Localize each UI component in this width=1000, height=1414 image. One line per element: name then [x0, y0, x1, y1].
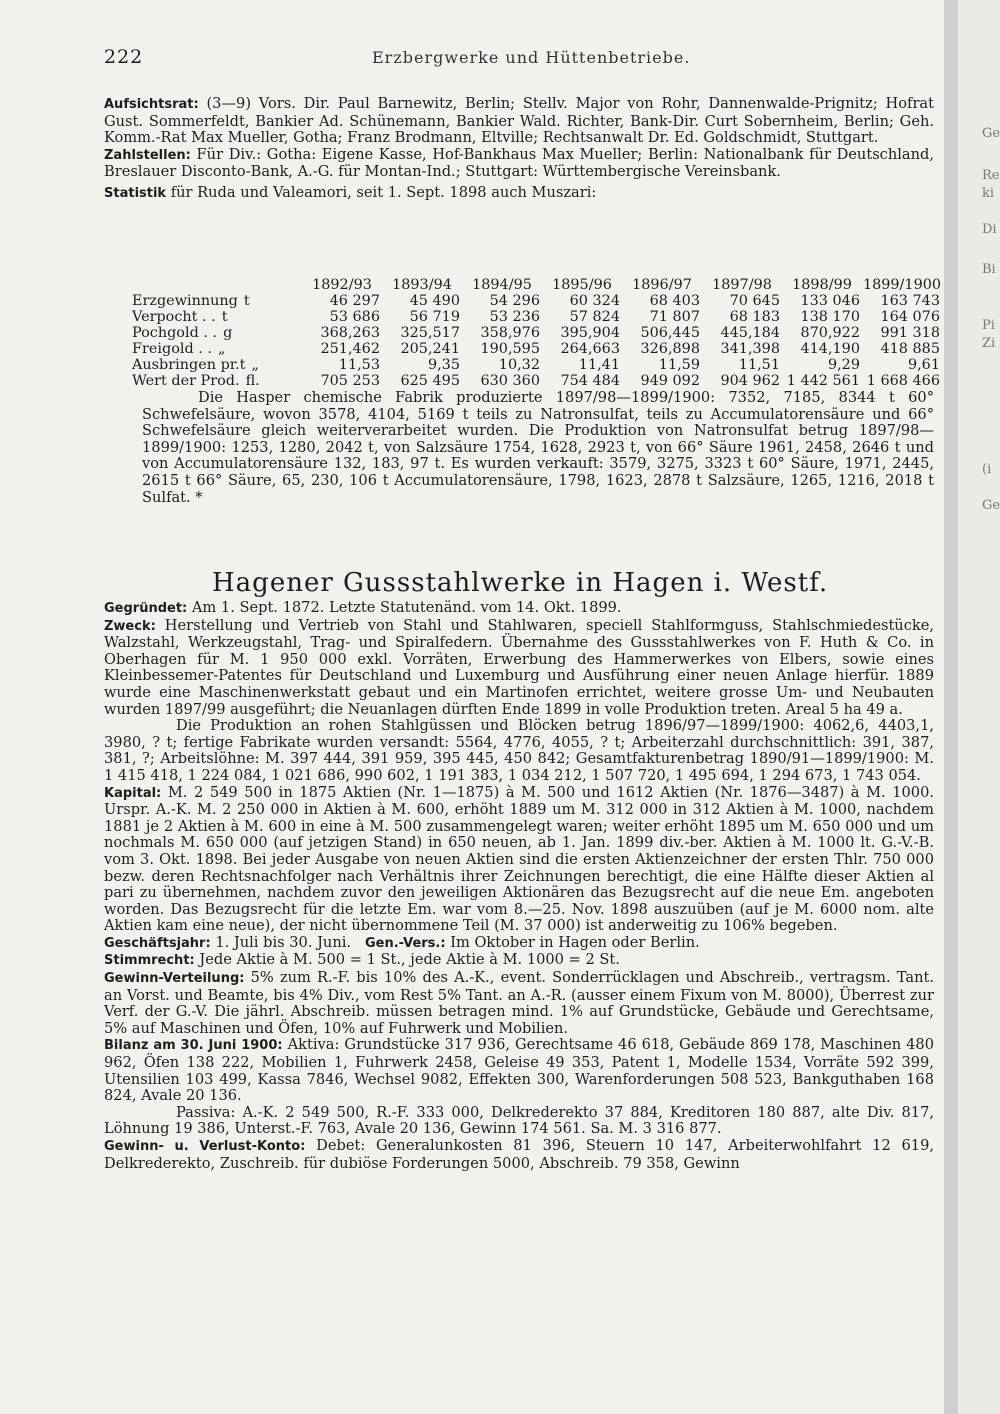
- row-label-text: Ausbringen pr.t: [132, 357, 246, 373]
- year-header: 1899/1900: [862, 277, 942, 293]
- statistics-cell: 418 885: [880, 341, 940, 357]
- statistics-cell: 46 297: [329, 293, 380, 309]
- year-header: 1897/98: [712, 277, 772, 293]
- statistics-body: [132, 293, 942, 389]
- statistics-cell: 71 807: [649, 309, 700, 325]
- zweck-text: Herstellung und Vertrieb von Stahl und Stahlwaren, speciell Stahlformguss, Stahlschmiedestücke, Walzstahl, Werkzeugstahl, Trag- und Spiralfedern. Übernahme des Gussstahlwerkes von F. Huth & Co. in Oberhagen für M. 1 950 000 exkl. Vorräten, Erwerbung des Hammerwerkes von Elbers, sowie eines Kleinbessemer-Patentes für Deutschland und Luxemburg und Ausführung einer neuen Anlage hierfür. 1889 wurde eine Maschinenwerkstatt gebaut und ein Martinofen errichtet, weitere grosse Um- und Neubauten wurden 1897/99 ausgeführt; die Neuanlagen dürften Ende 1899 in volle Produktion treten. Areal 5 ha 49 a.: [104, 616, 935, 718]
- statistics-row-label: [132, 373, 302, 389]
- zahlstellen-label: Zahlstellen:: [104, 147, 191, 163]
- margin-note: Re: [982, 168, 1000, 183]
- statistics-cell: 395,904: [560, 325, 620, 341]
- geschaeftsjahr-label: Geschäftsjahr:: [104, 935, 211, 951]
- statistics-cell: 133 046: [800, 293, 860, 309]
- statistics-row-label: [132, 293, 302, 309]
- statistics-cell: 251,462: [320, 341, 380, 357]
- statistics-cell: 754 484: [560, 373, 620, 389]
- statistics-cell: 68 403: [649, 293, 700, 309]
- row-label-text: Wert der Prod.: [132, 373, 240, 389]
- row-unit: „: [217, 341, 226, 357]
- statistics-row-label: [132, 357, 302, 373]
- statistics-cell: 870,922: [800, 325, 860, 341]
- page-number: 222: [104, 46, 144, 68]
- aufsichtsrat-label: Aufsichtsrat:: [104, 97, 199, 112]
- guv-label: Gewinn- u. Verlust-Konto:: [104, 1139, 306, 1154]
- guv-text: Debet: Generalunkosten 81 396, Steuern 10 147, Arbeiterwohlfahrt 12 619, Delkrederekto, Zuschreib. für dubiöse Forderungen 5000, Abschreib. 79 358, Gewinn: [104, 1137, 935, 1172]
- statistics-cell: 53 686: [329, 309, 380, 325]
- hasper-text: Die Hasper chemische Fabrik produzierte 1897/98—1899/1900: 7352, 7185, 8344 t 60° Schwefelsäure, wovon 3578, 4104, 5169 t teils zu Natronsulfat, teils zu Accumulatorensäure und 66° Schwefelsäure gleich weiterverarbeitet wurden. Die Produktion von Natronsulfat betrug 1897/98—1899/1900: 1253, 1280, 2042 t, von Salzsäure 1754, 1628, 2923 t, von 66° Säure 1961, 2458, 2646 t und von Accumulatorensäure 132, 183, 97 t. Es wurden verkauft: 3579, 3275, 3323 t 60° Säure, 1971, 2445, 2615 t 66° Säure, 65, 230, 106 t Accumulatorensäure, 1798, 1623, 2878 t Salzsäure, 1265, 1216, 2018 t Sulfat. *: [142, 389, 934, 506]
- statistics-cell: 56 719: [409, 309, 460, 325]
- statistics-cell: 163 743: [880, 293, 940, 309]
- statistics-row-label: [132, 341, 302, 357]
- statistics-cell: 190,595: [480, 341, 540, 357]
- statistics-cell: 11,41: [578, 357, 620, 373]
- row-label-text: Freigold . .: [132, 341, 212, 357]
- margin-note: Zi: [982, 336, 996, 351]
- statistics-cell: 1 442 561: [786, 373, 860, 389]
- margin-note: (i: [982, 462, 992, 477]
- statistics-cell: 991 318: [880, 325, 940, 341]
- statistics-cell: 205,241: [400, 341, 460, 357]
- statistics-cell: 164 076: [880, 309, 940, 325]
- statistics-cell: 54 296: [489, 293, 540, 309]
- bilanz-passiva-text: Passiva: A.-K. 2 549 500, R.-F. 333 000, Delkrederekto 37 884, Kreditoren 180 887, alte Div. 817, Löhnung 19 386, Unterst.-F. 763, Avale 20 136, Gewinn 174 561. Sa. M. 3 316 877.: [104, 1103, 934, 1138]
- running-title: Erzbergwerke und Hüttenbetriebe.: [372, 48, 691, 67]
- statistik-label: Statistik: [104, 185, 167, 201]
- year-header: 1893/94: [392, 277, 452, 293]
- gewinn-verteilung-label: Gewinn-Verteilung:: [104, 971, 245, 987]
- year-header: 1892/93: [312, 277, 372, 293]
- zahlstellen-text: Für Div.: Gotha: Eigene Kasse, Hof-Bankhaus Max Mueller; Berlin: Nationalbank für Deutschland, Breslauer Disconto-Bank, A.-G. für Montan-Ind.; Stuttgart: Württembergische Vereinsbank.: [104, 145, 934, 181]
- year-header: 1896/97: [632, 277, 692, 293]
- stimmrecht-text: Jede Aktie à M. 500 = 1 St., jede Aktie à M. 1000 = 2 St.: [199, 951, 620, 969]
- statistics-row: [132, 325, 942, 341]
- row-label-text: Pochgold . .: [132, 325, 218, 341]
- statistics-cell: 625 495: [400, 373, 460, 389]
- statistics-row: [132, 293, 942, 309]
- row-label-text: Erzgewinnung: [132, 293, 238, 309]
- produktion-text: Die Produktion an rohen Stahlgüssen und Blöcken betrug 1896/97—1899/1900: 4062,6, 4403,1, 3980, ? t; fertige Fabrikate wurden versandt: 5564, 4776, 4055, ? t; Arbeiterzahl durchschnittlich: 391, 387, 381, ?; Arbeitslöhne: M. 397 444, 391 959, 395 445, 450 842; Gesamtfakturenbetrag 1890/91—1899/1900: M. 1 415 418, 1 224 084, 1 021 686, 990 602, 1 191 383, 1 034 212, 1 507 720, 1 495 694, 1 294 673, 1 743 054.: [104, 717, 934, 784]
- statistics-cell: 9,61: [907, 357, 940, 373]
- statistics-cell: 11,59: [658, 357, 700, 373]
- statistics-cell: 904 962: [720, 373, 780, 389]
- statistics-header-row: [132, 277, 942, 293]
- margin-note: Ge: [982, 498, 1000, 513]
- statistics-row: [132, 357, 942, 373]
- statistics-cell: 9,29: [827, 357, 860, 373]
- statistics-cell: 341,398: [720, 341, 780, 357]
- stimmrecht-label: Stimmrecht:: [104, 953, 195, 969]
- bilanz-aktiva-text: Aktiva: Grundstücke 317 936, Gerechtsame 46 618, Gebäude 869 178, Maschinen 480 962, Öfen 138 222, Mobilien 1, Fuhrwerk 2458, Geleise 49 353, Patent 1, Modelle 1534, Vorräte 592 399, Utensilien 103 499, Kassa 7846, Wechsel 9082, Effekten 300, Warenforderungen 508 523, Bankguthaben 168 824, Avale 20 136.: [104, 1036, 934, 1105]
- kapital-label: Kapital:: [104, 785, 162, 801]
- hasper-paragraph: [142, 390, 934, 506]
- zweck-label: Zweck:: [104, 618, 156, 634]
- year-header: 1895/96: [552, 277, 612, 293]
- statistics-row-label: [132, 325, 302, 341]
- statistics-cell: 414,190: [800, 341, 860, 357]
- row-unit: t: [221, 309, 228, 325]
- geschaeftsjahr-text: 1. Juli bis 30. Juni.: [215, 933, 352, 951]
- statistics-cell: 11,51: [738, 357, 780, 373]
- statistik-text: für Ruda und Valeamori, seit 1. Sept. 1898 auch Muszari:: [170, 183, 597, 201]
- year-header: 1894/95: [472, 277, 532, 293]
- statistics-cell: 705 253: [320, 373, 380, 389]
- genvers-text: Im Oktober in Hagen oder Berlin.: [450, 933, 700, 951]
- statistics-cell: 10,32: [498, 357, 540, 373]
- page-header: [104, 46, 934, 70]
- row-unit: g: [223, 325, 233, 341]
- statistics-cell: 60 324: [569, 293, 620, 309]
- statistics-cell: 53 236: [489, 309, 540, 325]
- statistics-cell: 326,898: [640, 341, 700, 357]
- company-title: Hagener Gussstahlwerke in Hagen i. Westf.: [212, 568, 829, 598]
- kapital-text: M. 2 549 500 in 1875 Aktien (Nr. 1—1875) à M. 500 und 1612 Aktien (Nr. 1876—3487) à M. 1000. Urspr. A.-K. M. 2 250 000 in Aktien à M. 600, erhöht 1889 um M. 312 000 in 312 Aktien à M. 1000, nachdem 1881 je 2 Aktien à M. 600 in eine à M. 500 zusammengelegt waren; weiter erhöht 1895 um M. 650 000 und um nochmals M. 650 000 (auf jetzigen Stand) in 650 neuen, ab 1. Jan. 1899 div.-ber. Aktien à M. 1000 lt. G.-V.-B. vom 3. Okt. 1898. Bei jeder Ausgabe von neuen Aktien sind die ersten Aktienzeichner der ersten Thlr. 750 000 bezw. deren Rechtsnachfolger nach Verhältnis ihrer Zeichnungen berechtigt, die eine Hälfte dieser Aktien al pari zu übernehmen, nachdem zuvor den jeweiligen Aktionären das Bezugsrecht auf die neue Em. angeboten worden. Das Bezugsrecht für die letzte Em. war vom 8.—25. Nov. 1898 auszuüben (auf je M. 6000 nom. alte Aktien kam eine neue), der nicht übernommene Teil (M. 37 000) ist anderweitig zu 106% begeben.: [104, 783, 935, 935]
- margin-note: Bi: [982, 262, 996, 277]
- statistics-cell: 630 360: [480, 373, 540, 389]
- statistics-row: [132, 309, 942, 325]
- statistics-cell: 57 824: [569, 309, 620, 325]
- statistics-cell: 9,35: [427, 357, 460, 373]
- row-unit: „: [251, 357, 259, 373]
- statistics-cell: 45 490: [409, 293, 460, 309]
- margin-note: ki: [982, 186, 995, 201]
- statistics-cell: 445,184: [720, 325, 780, 341]
- statistics-cell: 506,445: [640, 325, 700, 341]
- statistics-cell: 70 645: [729, 293, 780, 309]
- statistics-row-label: [132, 309, 302, 325]
- bilanz-label: Bilanz am 30. Juni 1900:: [104, 1038, 283, 1054]
- row-unit: t: [243, 293, 250, 309]
- row-label-text: Verpocht . .: [132, 309, 216, 325]
- statistics-cell: 11,53: [338, 357, 380, 373]
- aufsichtsrat-text: (3—9) Vors. Dir. Paul Barnewitz, Berlin; Stellv. Major von Rohr, Dannenwalde-Prignitz; Hofrat Gust. Sommerfeldt, Bankier Ad. Schünemann, Bankier Wald. Richter, Bank-Dir. Curt Sobernheim, Berlin; Geh. Komm.-Rat Max Mueller, Gotha; Franz Brodmann, Eltville; Rechtsanwalt Dr. Ed. Goldschmidt, Stuttgart.: [104, 95, 935, 147]
- statistics-cell: 1 668 466: [866, 373, 940, 389]
- genvers-label: Gen.-Vers.:: [364, 935, 446, 951]
- company-details: [104, 600, 934, 1172]
- statistics-corner: [132, 277, 302, 293]
- margin-note: Ge: [982, 126, 1000, 141]
- statistics-table: [132, 277, 942, 389]
- statistics-row: [132, 341, 942, 357]
- statistics-cell: 368,263: [320, 325, 380, 341]
- margin-note: Di: [982, 222, 997, 237]
- aufsichtsrat-section: [104, 96, 934, 203]
- statistics-cell: 264,663: [560, 341, 620, 357]
- adjacent-page-strip: [958, 0, 1000, 1414]
- gegruendet-label: Gegründet:: [104, 601, 188, 616]
- margin-note: Pi: [982, 318, 995, 333]
- statistics-cell: 138 170: [800, 309, 860, 325]
- year-header: 1898/99: [792, 277, 852, 293]
- page-gutter: [944, 0, 958, 1414]
- statistics-row: [132, 373, 942, 389]
- gewinn-verteilung-text: 5% zum R.-F. bis 10% des A.-K., event. Sonderrücklagen und Abschreib., vertragsm. Tant. an Vorst. und Beamte, bis 4% Div., vom Rest 5% Tant. an A.-R. (ausser einem Fixum von M. 8000), Überrest zur Verf. der G.-V. Die jährl. Abschreib. müssen betragen mind. 1% auf Grundstücke, Gebäude und Gerechtsame, 5% auf Maschinen und Öfen, 10% auf Fuhrwerk und Mobilien.: [104, 969, 935, 1037]
- statistics-cell: 68 183: [729, 309, 780, 325]
- statistics-cell: 325,517: [400, 325, 460, 341]
- statistics-cell: 358,976: [480, 325, 540, 341]
- row-unit: fl.: [245, 373, 260, 389]
- gegruendet-text: Am 1. Sept. 1872. Letzte Statutenänd. vom 14. Okt. 1899.: [191, 599, 622, 616]
- statistics-cell: 949 092: [640, 373, 700, 389]
